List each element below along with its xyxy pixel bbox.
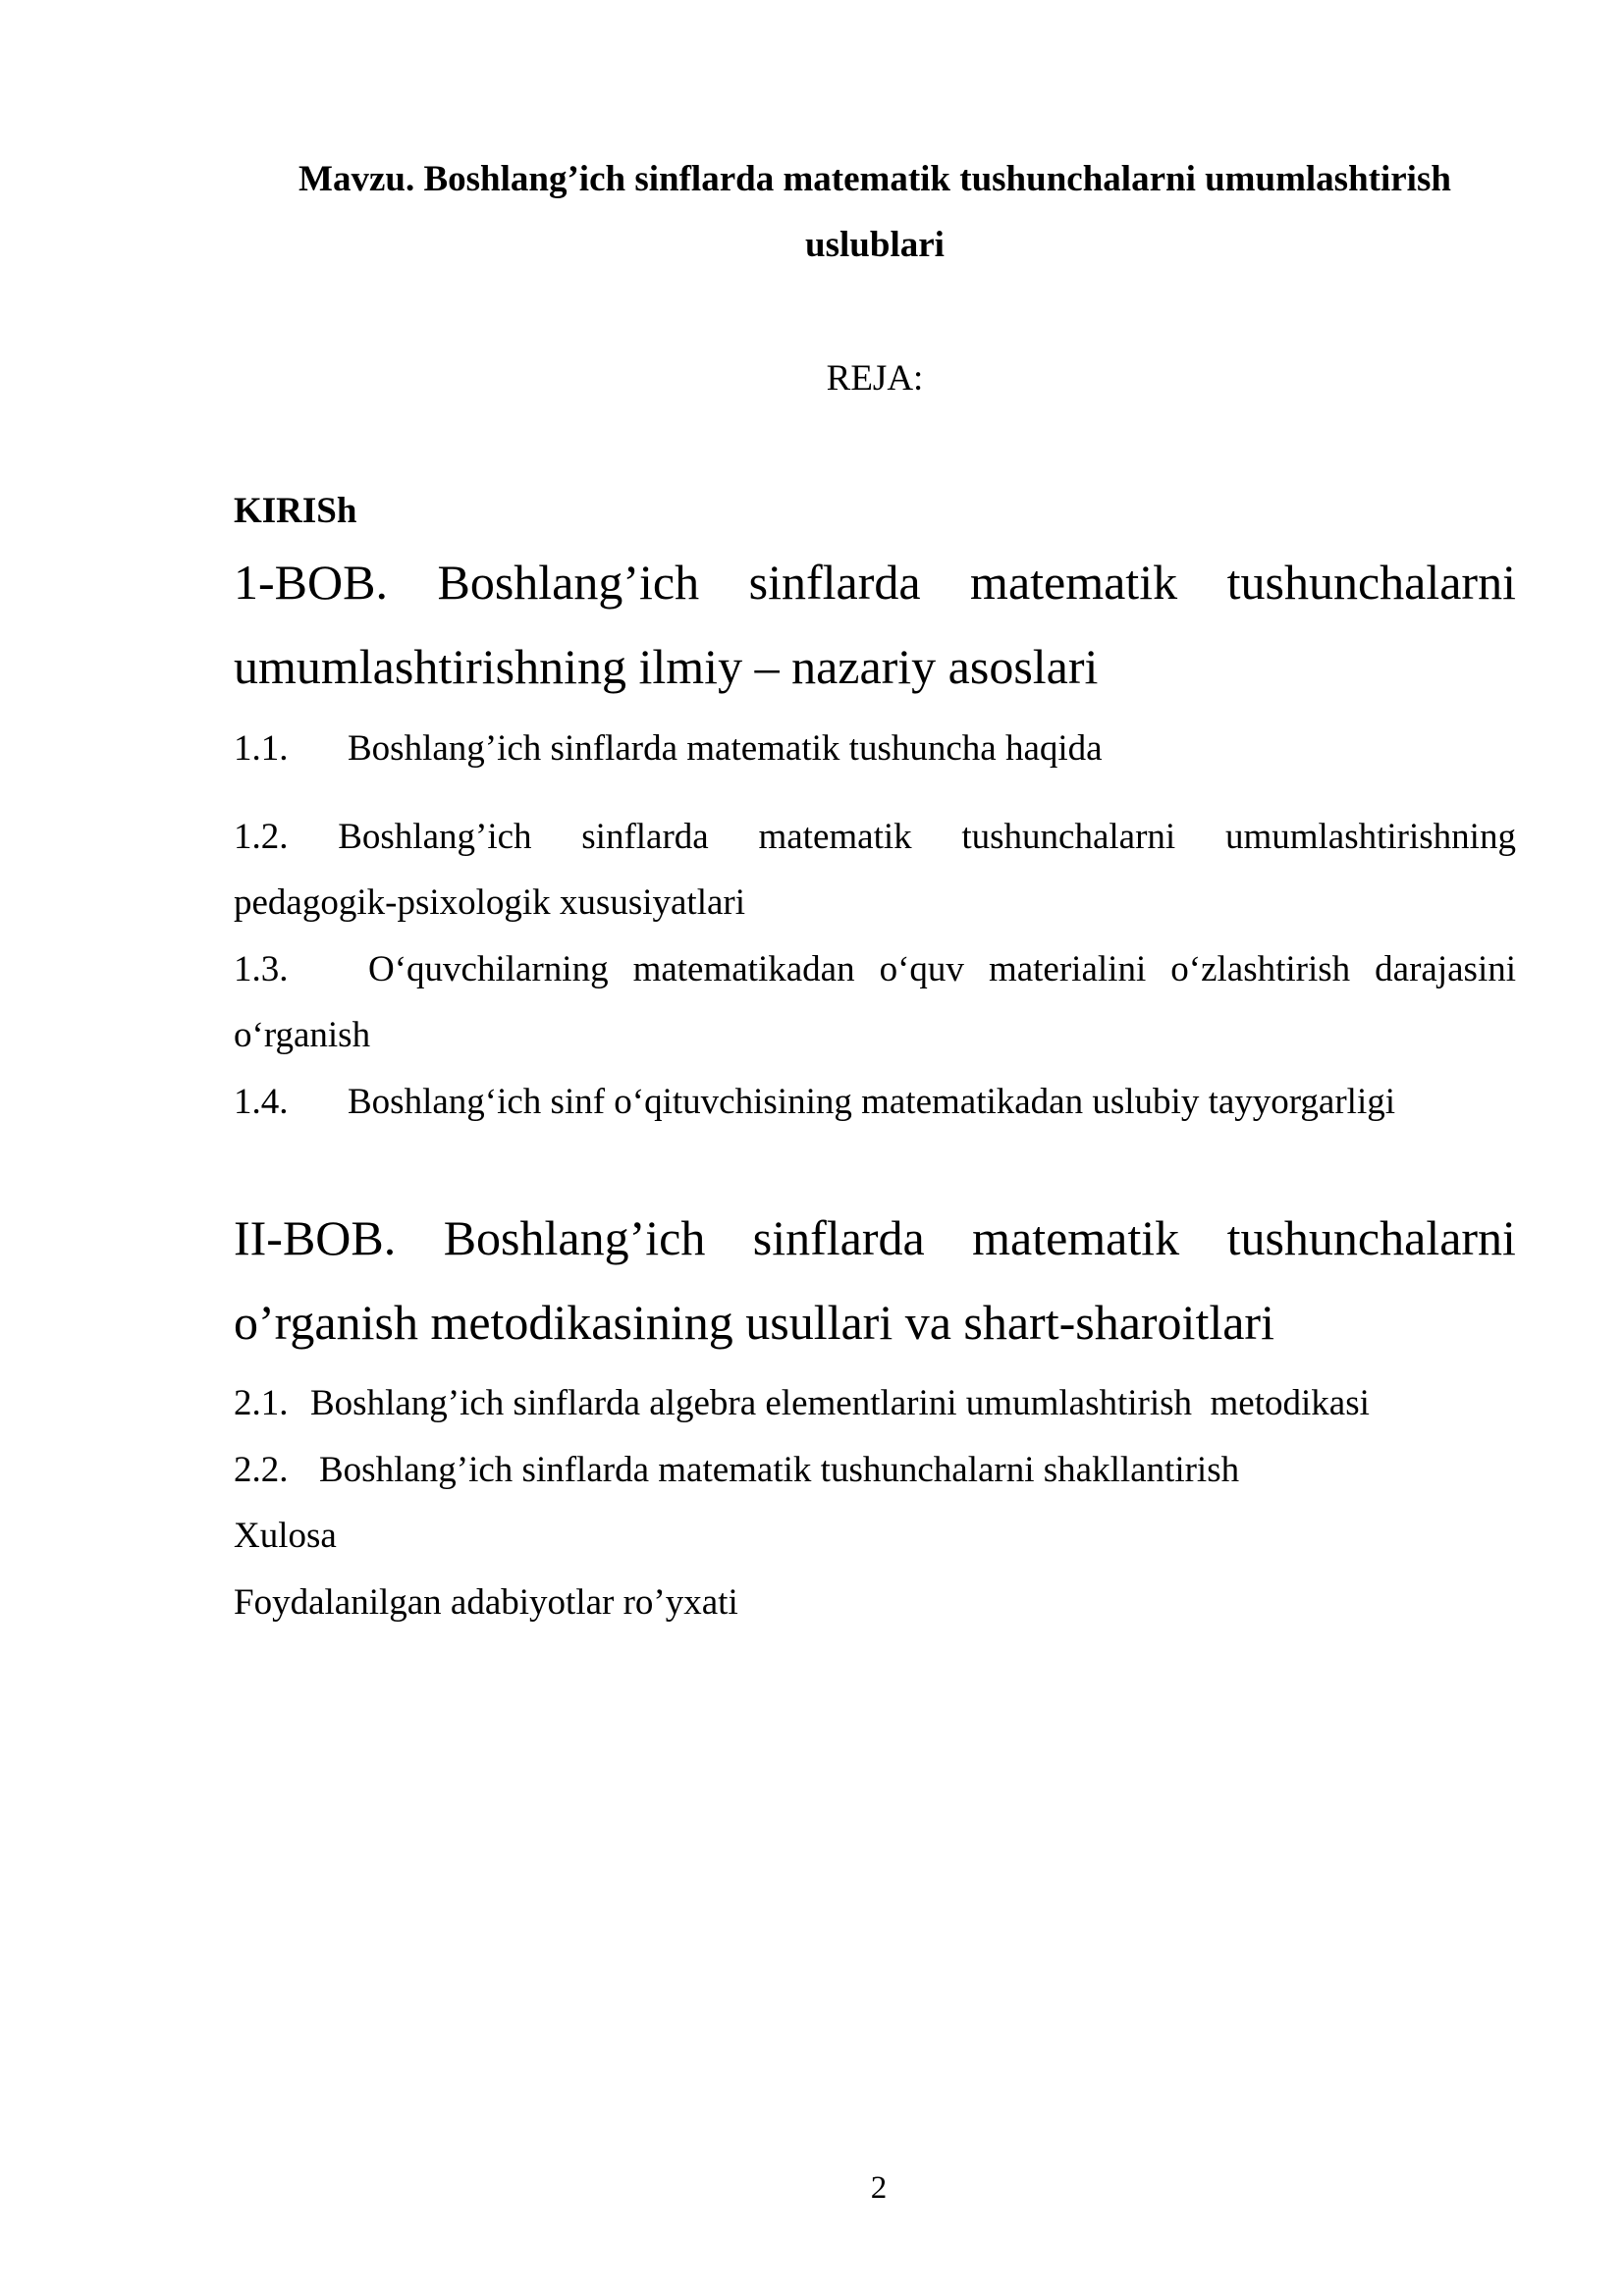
chapter-2-word: matematik (972, 1210, 1180, 1265)
section-word: o‘quv (879, 949, 964, 989)
section-2-1 (234, 1385, 1516, 1421)
section-2-2 (234, 1452, 1516, 1488)
chapter-1-title-line-2: umumlashtirishning ilmiy – nazariy asoslari (234, 639, 1099, 694)
section-word: matematikadan (632, 949, 855, 989)
section-number: 1.3. (234, 949, 289, 989)
chapter-2-word: sinflarda (752, 1210, 925, 1265)
section-1-4 (234, 1084, 1516, 1120)
section-number: 2.1. (234, 1383, 289, 1423)
section-word: o‘zlashtirish (1170, 949, 1351, 989)
chapter-2-word: tushunchalarni (1226, 1210, 1516, 1265)
section-word: O‘quvchilarning (368, 949, 609, 989)
section-word: darajasini (1375, 949, 1516, 989)
plan-heading: REJA: (826, 358, 924, 399)
section-word: matematik (758, 817, 912, 857)
topic-title-line-2: uslublari (805, 225, 945, 265)
introduction-entry: KIRISh (234, 491, 357, 531)
section-text: Boshlang’ich sinflarda matematik tushuncha haqida (348, 728, 1103, 769)
section-number: 1.1. (234, 728, 289, 769)
section-word: materialini (988, 949, 1147, 989)
section-number: 2.2. (234, 1450, 289, 1490)
page-number: 2 (870, 2170, 888, 2206)
section-word: umumlashtirishning (1224, 817, 1516, 857)
section-word: Boshlang’ich (338, 817, 532, 857)
conclusion-entry: Xulosa (234, 1516, 337, 1556)
chapter-2-word: II-BOB. (234, 1210, 397, 1265)
references-entry: Foydalanilgan adabiyotlar ro’yxati (234, 1582, 738, 1623)
chapter-1-word: 1-BOB. (234, 555, 388, 610)
section-text: Boshlang’ich sinflarda matematik tushunchalarni shakllantirish (319, 1450, 1240, 1490)
section-text: Boshlang‘ich sinf o‘qituvchisining matematikadan uslubiy tayyorgarligi (348, 1082, 1396, 1122)
section-number: 1.4. (234, 1082, 289, 1122)
chapter-2-title-line-1 (234, 1210, 1516, 1265)
section-number: 1.2. (234, 817, 289, 857)
section-word: sinflarda (581, 817, 709, 857)
chapter-2-word: Boshlang’ich (443, 1210, 706, 1265)
section-1-2-line-2: pedagogik-psixologik xususiyatlari (234, 882, 746, 923)
chapter-1-word: tushunchalarni (1226, 555, 1516, 610)
section-word: tushunchalarni (961, 817, 1176, 857)
section-1-3-line-2: o‘rganish (234, 1015, 371, 1055)
topic-title-line-1: Mavzu. Boshlang’ich sinflarda matematik tushunchalarni umumlashtirish (298, 159, 1451, 199)
chapter-1-word: Boshlang’ich (437, 555, 700, 610)
chapter-1-word: matematik (970, 555, 1178, 610)
chapter-1-title-line-1 (234, 555, 1516, 610)
section-text: Boshlang’ich sinflarda algebra elementlarini umumlashtirish metodikasi (310, 1383, 1370, 1423)
chapter-1-word: sinflarda (748, 555, 921, 610)
chapter-2-title-line-2: o’rganish metodikasining usullari va shart-sharoitlari (234, 1295, 1274, 1350)
section-1-1 (234, 730, 1516, 767)
section-1-2-line-1 (234, 819, 1516, 855)
section-1-3-line-1 (234, 951, 1516, 988)
